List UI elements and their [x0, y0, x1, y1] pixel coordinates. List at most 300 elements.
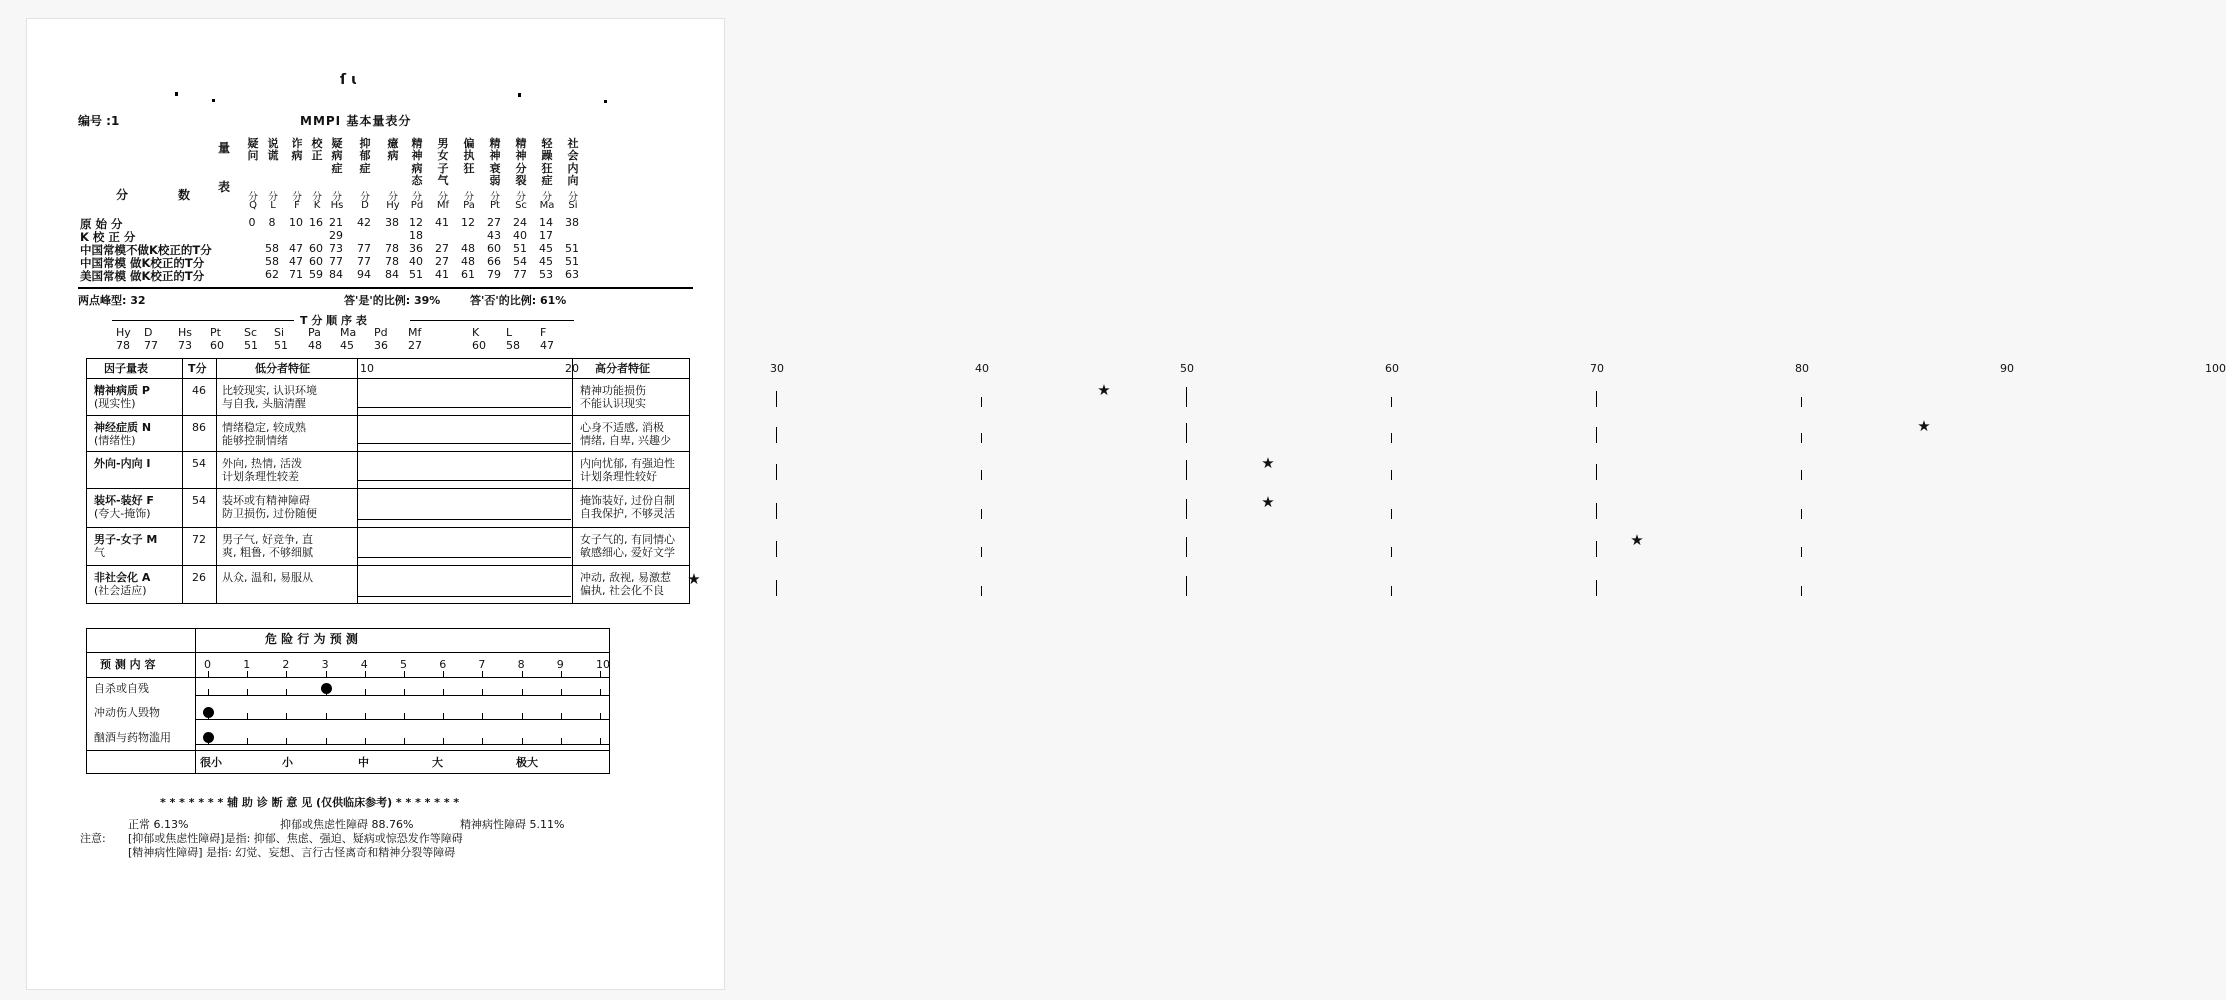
scale-name — [309, 138, 325, 163]
scale-name-char: 诈 — [291, 137, 303, 150]
scale-code: Pd — [410, 200, 424, 211]
t-order-value: 78 — [116, 339, 130, 352]
score-cell: 47 — [289, 242, 303, 255]
scale-fen: 分 — [568, 192, 578, 203]
score-cell: 45 — [539, 242, 553, 255]
score-cell: 60 — [487, 242, 501, 255]
factor-name: 装坏-装好 F — [94, 494, 154, 507]
score-cell: 40 — [409, 255, 423, 268]
risk-scale-label: 0 — [204, 658, 211, 671]
score-cell: 38 — [565, 216, 579, 229]
scale-tick — [1186, 576, 1187, 596]
low-trait: 比较现实, 认识环境 — [222, 384, 317, 397]
score-row-label: K 校 正 分 — [80, 230, 136, 244]
t-order-value: 58 — [506, 339, 520, 352]
risk-level: 小 — [282, 756, 293, 769]
scale-tick — [981, 397, 982, 407]
score-cell: 66 — [487, 255, 501, 268]
factor-name: 神经症质 N — [94, 421, 152, 434]
scale-code: Hs — [330, 200, 344, 211]
scale-name-char: 男 — [437, 137, 449, 150]
scale-baseline — [358, 557, 571, 558]
risk-scale-tick — [443, 671, 444, 677]
risk-tick — [561, 713, 562, 719]
scale-head-biao: 表 — [218, 180, 231, 194]
scale-tick — [1186, 499, 1187, 519]
high-trait: 情绪, 自卑, 兴趣少 — [580, 434, 671, 447]
scale-code: Ma — [539, 200, 555, 211]
factor-t-score: 86 — [192, 421, 206, 434]
t-order-value: 73 — [178, 339, 192, 352]
note-label: 注意: — [80, 832, 106, 845]
scale-name-char: 正 — [311, 149, 323, 163]
score-row-label: 中国常模不做K校正的T分 — [80, 243, 212, 257]
risk-tick — [443, 689, 444, 695]
scale-tick — [776, 503, 777, 519]
score-cell: 78 — [385, 242, 399, 255]
factor-subname: (情绪性) — [94, 434, 136, 447]
score-cell: 8 — [268, 216, 276, 229]
scale-code: Pt — [490, 200, 500, 211]
scale-name-char: 向 — [567, 174, 579, 188]
scale-fen: 分 — [464, 192, 474, 203]
risk-tick — [482, 689, 483, 695]
factor-header: 因子量表 — [104, 362, 148, 375]
scale-name-char: 执 — [463, 149, 475, 163]
scale-name-char: 内 — [567, 161, 579, 175]
t-order-value: 36 — [374, 339, 388, 352]
score-cell: 0 — [248, 216, 256, 229]
score-cell: 77 — [513, 268, 527, 281]
t-order-value: 27 — [408, 339, 422, 352]
scale-code: Hy — [386, 200, 400, 211]
score-cell: 51 — [513, 242, 527, 255]
scale-tick — [1596, 464, 1597, 480]
scale-tick — [1186, 460, 1187, 480]
scale-tick — [1596, 580, 1597, 596]
row-line — [86, 488, 690, 489]
row-line — [86, 415, 690, 416]
scale-fen: 分 — [332, 192, 342, 203]
factor-t-score: 54 — [192, 457, 206, 470]
risk-scale-label: 8 — [517, 658, 525, 671]
scale-name-char: 态 — [411, 174, 423, 188]
high-trait: 冲动, 敌视, 易激惹 — [580, 571, 671, 584]
scale-tick — [1391, 470, 1392, 480]
risk-scale-label: 6 — [439, 658, 447, 671]
score-cell: 79 — [487, 268, 501, 281]
score-cell: 27 — [435, 242, 449, 255]
t-order-code: F — [540, 326, 547, 339]
score-cell: 21 — [329, 216, 343, 229]
scale-tick-label: 40 — [975, 362, 989, 375]
factor-subname: (夸大-掩饰) — [94, 507, 151, 520]
scale-tick — [981, 433, 982, 443]
risk-tick — [404, 738, 405, 744]
scale-tick — [776, 427, 777, 443]
scale-code: Mf — [436, 200, 450, 211]
score-cell: 61 — [461, 268, 475, 281]
t-order-value: 60 — [472, 339, 486, 352]
scan-dot — [212, 99, 215, 102]
scale-name-char: 女 — [437, 149, 449, 163]
score-cell: 27 — [487, 216, 501, 229]
risk-tick — [365, 713, 366, 719]
scale-tick — [1801, 433, 1802, 443]
factor-subname: (社会适应) — [94, 584, 147, 597]
row-line — [86, 652, 610, 653]
row-line — [86, 451, 690, 452]
high-trait: 自我保护, 不够灵活 — [580, 507, 675, 520]
risk-scale-label: 7 — [478, 658, 486, 671]
score-cell: 14 — [539, 216, 553, 229]
two-point-peak: 两点峰型: 32 — [78, 294, 146, 307]
t-order-value: 51 — [244, 339, 258, 352]
t-order-code: D — [144, 326, 153, 339]
scale-code: F — [294, 200, 300, 211]
risk-tick — [522, 713, 523, 719]
low-trait: 从众, 温和, 易服从 — [222, 571, 313, 584]
diagnosis-anxiety: 抑郁或焦虑性障碍 88.76% — [280, 818, 414, 831]
score-cell: 12 — [461, 216, 475, 229]
score-row-label: 原 始 分 — [80, 217, 123, 231]
scale-tick — [981, 470, 982, 480]
scale-code: L — [270, 200, 276, 211]
score-cell: 53 — [539, 268, 553, 281]
score-cell: 60 — [309, 242, 323, 255]
low-trait: 防卫损伤, 过份随便 — [222, 507, 317, 520]
score-cell: 38 — [385, 216, 399, 229]
scale-name-char: 疑 — [331, 137, 343, 150]
scale-name-char: 谎 — [267, 149, 279, 163]
risk-tick — [326, 738, 327, 744]
score-cell: 36 — [409, 242, 423, 255]
t-order-value: 47 — [540, 339, 554, 352]
scale-fen: 分 — [292, 192, 302, 203]
high-trait: 掩饰装好, 过份自制 — [580, 494, 675, 507]
risk-tick — [247, 689, 248, 695]
scale-name-char: 症 — [541, 174, 553, 188]
risk-tick — [522, 689, 523, 695]
row-line — [86, 527, 690, 528]
scale-code: Q — [249, 200, 257, 211]
score-cell: 29 — [329, 229, 343, 242]
score-cell: 48 — [461, 242, 475, 255]
scale-name-char: 病 — [331, 149, 343, 163]
scale-tick-label: 50 — [1180, 362, 1194, 375]
risk-row-label: 自杀或自残 — [94, 682, 149, 695]
row-line — [86, 565, 690, 566]
scale-code: Pa — [463, 200, 475, 211]
scale-baseline — [358, 443, 571, 444]
high-trait: 女子气的, 有同情心 — [580, 533, 675, 546]
scale-name-char: 癔 — [387, 137, 399, 150]
high-trait: 敏感细心, 爱好文学 — [580, 546, 675, 559]
low-trait: 男子气, 好竞争, 直 — [222, 533, 313, 546]
t-score-star: ★ — [1097, 381, 1111, 399]
t-score-star: ★ — [687, 570, 701, 588]
scale-name-char: 问 — [247, 149, 259, 163]
risk-tick — [482, 713, 483, 719]
risk-tick — [600, 713, 601, 719]
risk-scale-tick — [404, 671, 405, 677]
t-order-value: 60 — [210, 339, 224, 352]
scale-tick-label: 70 — [1590, 362, 1604, 375]
t-order-value: 48 — [308, 339, 322, 352]
risk-scale-tick — [522, 671, 523, 677]
scale-tick — [776, 541, 777, 557]
risk-content-header: 预 测 内 容 — [100, 658, 156, 671]
scale-tick — [1801, 586, 1802, 596]
risk-scale-label: 2 — [282, 658, 290, 671]
risk-baseline — [196, 695, 609, 696]
risk-scale-tick — [365, 671, 366, 677]
risk-title: 危 险 行 为 预 测 — [265, 632, 358, 646]
score-cell: 84 — [329, 268, 343, 281]
score-cell: 77 — [329, 255, 343, 268]
scale-code: Sc — [515, 200, 527, 211]
scale-name-char: 轻 — [541, 137, 553, 150]
scale-code: D — [361, 200, 369, 211]
scale-tick-label: 10 — [360, 362, 374, 375]
risk-scale-label: 3 — [321, 658, 329, 671]
scale-name — [565, 138, 581, 188]
risk-tick — [600, 738, 601, 744]
risk-scale-label: 4 — [360, 658, 368, 671]
low-trait: 外向, 热情, 活泼 — [222, 457, 302, 470]
scale-tick — [776, 464, 777, 480]
risk-tick — [404, 713, 405, 719]
divider — [78, 287, 693, 289]
factor-t-score: 72 — [192, 533, 206, 546]
scale-name-char: 症 — [331, 161, 343, 175]
scale-fen: 分 — [412, 192, 422, 203]
scale-name-char: 精 — [515, 137, 527, 150]
risk-scale-tick — [482, 671, 483, 677]
risk-baseline — [196, 719, 609, 720]
risk-scale-tick — [561, 671, 562, 677]
risk-tick — [365, 738, 366, 744]
scale-tick — [1186, 387, 1187, 407]
score-cell: 60 — [309, 255, 323, 268]
scale-name — [245, 138, 261, 163]
scale-name-char: 精 — [489, 137, 501, 150]
no-ratio: 答'否'的比例: 61% — [470, 294, 567, 307]
scan-dot — [604, 100, 607, 103]
score-cell: 42 — [357, 216, 371, 229]
scale-name-char: 说 — [267, 137, 279, 150]
scale-name-char: 郁 — [359, 149, 371, 163]
scale-head-fen: 分 — [116, 188, 129, 202]
scale-tick — [1801, 397, 1802, 407]
scale-name-char: 社 — [567, 137, 579, 150]
score-cell: 94 — [357, 268, 371, 281]
scale-tick — [1391, 547, 1392, 557]
risk-tick — [522, 738, 523, 744]
t-order-code: Ma — [340, 326, 357, 339]
risk-tick — [443, 713, 444, 719]
row-line — [86, 750, 610, 751]
risk-tick — [561, 738, 562, 744]
risk-tick — [286, 689, 287, 695]
t-order-code: Si — [274, 326, 285, 339]
scale-name-char: 会 — [567, 149, 579, 163]
t-order-title: T 分 顺 序 表 — [300, 314, 367, 327]
scale-name-char: 分 — [515, 161, 527, 175]
score-cell: 40 — [513, 229, 527, 242]
note-1: [抑郁或焦虑性障碍]是指: 抑郁、焦虑、强迫、疑病或惊恐发作等障碍 — [128, 832, 463, 845]
scale-baseline — [358, 480, 571, 481]
t-header: T分 — [188, 362, 207, 375]
scale-name-char: 气 — [437, 174, 449, 188]
risk-marker — [203, 732, 214, 743]
score-cell: 77 — [357, 255, 371, 268]
risk-tick — [600, 689, 601, 695]
risk-tick — [247, 713, 248, 719]
risk-table-frame — [86, 628, 610, 774]
scale-name-char: 疑 — [247, 137, 259, 150]
scale-tick — [1596, 427, 1597, 443]
diagnosis-title: * * * * * * * 辅 助 诊 断 意 见 (仅供临床参考) * * * * * * * — [160, 796, 460, 809]
risk-scale-label: 5 — [400, 658, 407, 671]
t-order-code: Pa — [308, 326, 321, 339]
row-line — [86, 378, 690, 379]
scale-baseline — [358, 519, 571, 520]
scale-fen: 分 — [388, 192, 398, 203]
note-2: [精神病性障碍] 是指: 幻觉、妄想、言行古怪离奇和精神分裂等障碍 — [128, 846, 456, 859]
score-cell: 43 — [487, 229, 501, 242]
score-cell: 12 — [409, 216, 423, 229]
scale-tick — [1186, 537, 1187, 557]
scale-name — [435, 138, 451, 188]
diagnosis-normal: 正常 6.13% — [128, 818, 189, 831]
scale-tick — [981, 547, 982, 557]
scale-name-char: 偏 — [463, 137, 475, 150]
factor-t-score: 54 — [192, 494, 206, 507]
risk-tick — [482, 738, 483, 744]
scale-name — [385, 138, 401, 163]
scale-name-char: 抑 — [359, 137, 371, 150]
risk-tick — [286, 738, 287, 744]
risk-tick — [561, 689, 562, 695]
risk-scale-label: 9 — [556, 658, 564, 671]
risk-baseline — [196, 744, 609, 745]
risk-scale-tick — [326, 671, 327, 677]
risk-level: 很小 — [200, 756, 222, 769]
scale-tick — [1801, 509, 1802, 519]
low-trait: 计划条理性较差 — [222, 470, 299, 483]
scale-name — [409, 138, 425, 188]
scale-baseline — [358, 596, 571, 597]
scale-tick — [776, 391, 777, 407]
high-trait: 计划条理性较好 — [580, 470, 657, 483]
score-cell: 45 — [539, 255, 553, 268]
t-order-code: Pd — [374, 326, 388, 339]
scale-tick-label: 80 — [1795, 362, 1809, 375]
score-cell: 54 — [513, 255, 527, 268]
scale-tick — [1391, 586, 1392, 596]
score-cell: 18 — [409, 229, 423, 242]
scale-name-char: 神 — [411, 149, 423, 163]
scale-fen: 分 — [542, 192, 552, 203]
low-trait: 与自我, 头脑清醒 — [222, 397, 306, 410]
factor-subname: (现实性) — [94, 397, 136, 410]
scale-tick-label: 20 — [565, 362, 579, 375]
scale-name-char: 病 — [411, 161, 423, 175]
risk-tick — [247, 738, 248, 744]
report-number: 编号 :1 — [78, 114, 120, 128]
col-line — [182, 358, 183, 604]
scan-dot — [518, 93, 521, 97]
scale-fen: 分 — [312, 192, 322, 203]
scale-tick-label: 90 — [2000, 362, 2014, 375]
low-header: 低分者特征 — [255, 362, 310, 375]
yes-ratio: 答'是'的比例: 39% — [344, 294, 441, 307]
risk-scale-label: 1 — [243, 658, 251, 671]
high-trait: 偏执, 社会化不良 — [580, 584, 664, 597]
factor-t-score: 26 — [192, 571, 206, 584]
score-cell: 48 — [461, 255, 475, 268]
score-cell: 24 — [513, 216, 527, 229]
t-order-code: Pt — [210, 326, 221, 339]
scale-name — [329, 138, 345, 175]
page-title: MMPI 基本量表分 — [300, 114, 412, 128]
scale-tick — [1801, 470, 1802, 480]
factor-name: 非社会化 A — [94, 571, 151, 584]
risk-tick — [286, 713, 287, 719]
col-line — [357, 358, 358, 604]
scale-name-char: 校 — [311, 137, 323, 150]
scale-name-char: 躁 — [541, 149, 553, 163]
diagnosis-psychotic: 精神病性障碍 5.11% — [460, 818, 565, 831]
scale-name-char: 子 — [437, 161, 449, 175]
score-cell: 47 — [289, 255, 303, 268]
scale-tick — [1186, 423, 1187, 443]
t-order-code: K — [472, 326, 480, 339]
score-cell: 16 — [309, 216, 323, 229]
scale-tick — [1391, 433, 1392, 443]
score-cell: 71 — [289, 268, 303, 281]
scale-name — [487, 138, 503, 188]
risk-level: 中 — [358, 756, 369, 769]
scale-tick — [981, 509, 982, 519]
scale-name — [513, 138, 529, 188]
scale-name — [265, 138, 281, 163]
row-line — [86, 677, 610, 678]
risk-scale-tick — [600, 671, 601, 677]
score-cell: 58 — [265, 242, 279, 255]
risk-tick — [208, 689, 209, 695]
scale-fen: 分 — [516, 192, 526, 203]
risk-tick — [326, 713, 327, 719]
scale-code: Si — [568, 200, 578, 211]
score-cell: 27 — [435, 255, 449, 268]
score-cell: 77 — [357, 242, 371, 255]
t-score-star: ★ — [1630, 531, 1644, 549]
risk-tick — [443, 738, 444, 744]
t-score-star: ★ — [1261, 493, 1275, 511]
score-cell: 59 — [309, 268, 323, 281]
factor-name: 精神病质 P — [94, 384, 150, 397]
score-cell: 41 — [435, 268, 449, 281]
low-trait: 情绪稳定, 较成熟 — [222, 421, 306, 434]
scale-name — [461, 138, 477, 175]
high-header: 高分者特征 — [595, 362, 650, 375]
scale-name-char: 精 — [411, 137, 423, 150]
score-cell: 84 — [385, 268, 399, 281]
score-cell: 78 — [385, 255, 399, 268]
col-line — [195, 628, 196, 774]
